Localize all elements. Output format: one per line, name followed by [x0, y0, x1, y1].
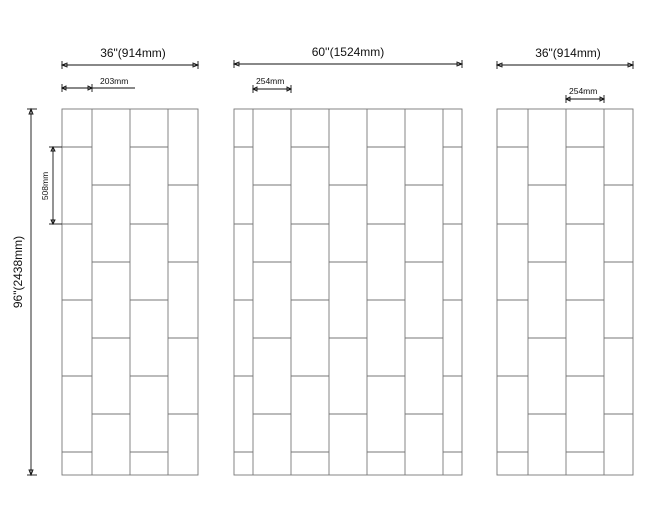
panel-middle-tile-width-label: 254mm [256, 76, 285, 86]
panel-right-tile-width-dimension [566, 86, 604, 103]
panel-left-tile-width-dimension [62, 76, 135, 92]
tile-height-dimension [40, 147, 62, 224]
panel-right [497, 46, 633, 475]
panel-middle-width-label: 60''(1524mm) [311, 45, 385, 59]
panel-right-width-dimension [497, 46, 633, 69]
panel-left-width-label: 36"(914mm) [100, 46, 166, 60]
panel-right-outline [497, 109, 633, 475]
panel-left-width-dimension [62, 46, 198, 69]
overall-height-label: 96"(2438mm) [11, 235, 25, 309]
panel-middle-outline [234, 109, 462, 475]
tile-height-label: 508mm [40, 171, 50, 201]
panel-left-tile-grid [62, 109, 198, 475]
panel-right-width-label: 36"(914mm) [535, 46, 601, 60]
panel-right-tile-width-label: 254mm [569, 86, 598, 96]
overall-height-dimension [11, 109, 37, 475]
panel-left-tile-width-label: 203mm [100, 76, 129, 86]
panel-middle-tile-grid [234, 109, 462, 475]
panel-middle-width-dimension [234, 45, 462, 68]
panel-left [40, 46, 198, 475]
panel-right-tile-grid [497, 109, 633, 475]
panel-middle [234, 45, 462, 475]
panel-middle-tile-width-dimension [253, 76, 291, 93]
